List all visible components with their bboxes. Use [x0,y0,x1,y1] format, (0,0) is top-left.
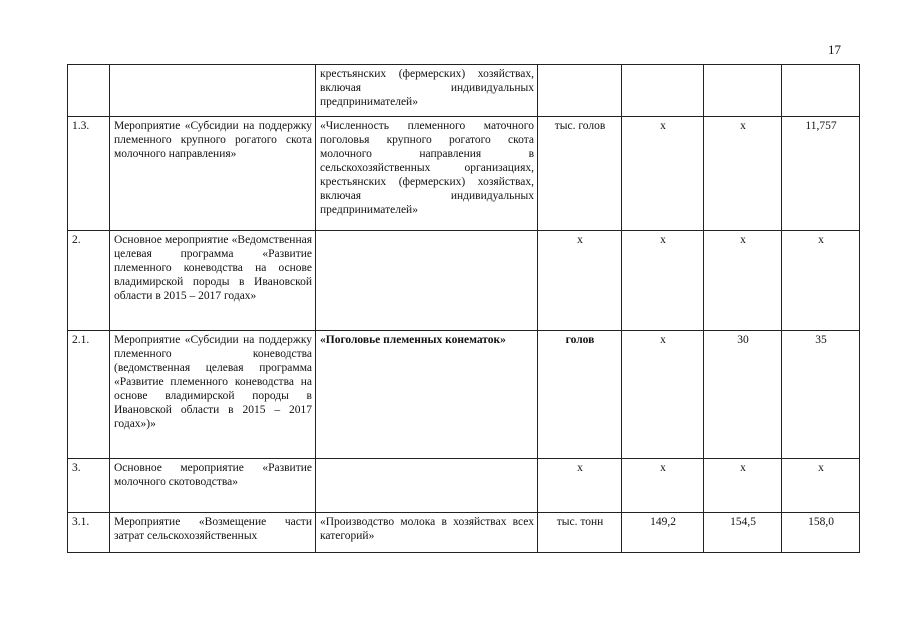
unit-cell [538,65,622,117]
event-cell: Мероприятие «Субсидии на поддержку племенного коневодства (ведомственная целевая программа «Развитие племенного коневодства на основе владимирской породы в Ивановской области в 2015 – 2017 годах»)» [110,331,316,459]
indicators-table [67,64,860,553]
page-number: 17 [828,42,841,57]
table-row [68,459,860,513]
unit-cell: х [538,231,622,331]
row-number-cell [68,65,110,117]
row-number-cell: 1.3. [68,117,110,231]
table-row [68,65,860,117]
event-cell: Основное мероприятие «Развитие молочного скотоводства» [110,459,316,513]
event-cell: Основное мероприятие «Ведомственная целевая программа «Развитие племенного коневодства на основе владимирской породы в Ивановской области в 2015 – 2017 годах» [110,231,316,331]
unit-cell: тыс. голов [538,117,622,231]
value-cell-3: х [782,459,860,513]
value-cell-1 [622,65,704,117]
indicator-cell: «Производство молока в хозяйствах всех категорий» [316,513,538,553]
indicator-cell: «Численность племенного маточного поголовья крупного рогатого скота молочного направления в сельскохозяйственных организациях, крестьянских (фермерских) хозяйствах, включая индивидуальных предпринимателей» [316,117,538,231]
event-cell [110,65,316,117]
value-cell-3: 35 [782,331,860,459]
value-cell-3 [782,65,860,117]
value-cell-1: х [622,459,704,513]
unit-cell: х [538,459,622,513]
value-cell-2: х [704,459,782,513]
row-number-cell: 2.1. [68,331,110,459]
row-number-cell: 2. [68,231,110,331]
row-number-cell: 3.1. [68,513,110,553]
row-number-cell: 3. [68,459,110,513]
event-cell: Мероприятие «Субсидии на поддержку племенного крупного рогатого скота молочного направления» [110,117,316,231]
indicator-cell [316,459,538,513]
value-cell-3: 11,757 [782,117,860,231]
value-cell-2: х [704,231,782,331]
value-cell-1: х [622,231,704,331]
value-cell-1: 149,2 [622,513,704,553]
indicator-cell: «Поголовье племенных конематок» [316,331,538,459]
value-cell-2: 154,5 [704,513,782,553]
table-row [68,231,860,331]
unit-cell: тыс. тонн [538,513,622,553]
event-cell: Мероприятие «Возмещение части затрат сельскохозяйственных [110,513,316,553]
table-row [68,331,860,459]
value-cell-1: х [622,331,704,459]
unit-cell: голов [538,331,622,459]
value-cell-1: х [622,117,704,231]
table-row [68,117,860,231]
value-cell-3: 158,0 [782,513,860,553]
indicator-cell [316,231,538,331]
value-cell-2: 30 [704,331,782,459]
table-row [68,513,860,553]
value-cell-3: х [782,231,860,331]
value-cell-2 [704,65,782,117]
indicator-cell: крестьянских (фермерских) хозяйствах, включая индивидуальных предпринимателей» [316,65,538,117]
value-cell-2: х [704,117,782,231]
